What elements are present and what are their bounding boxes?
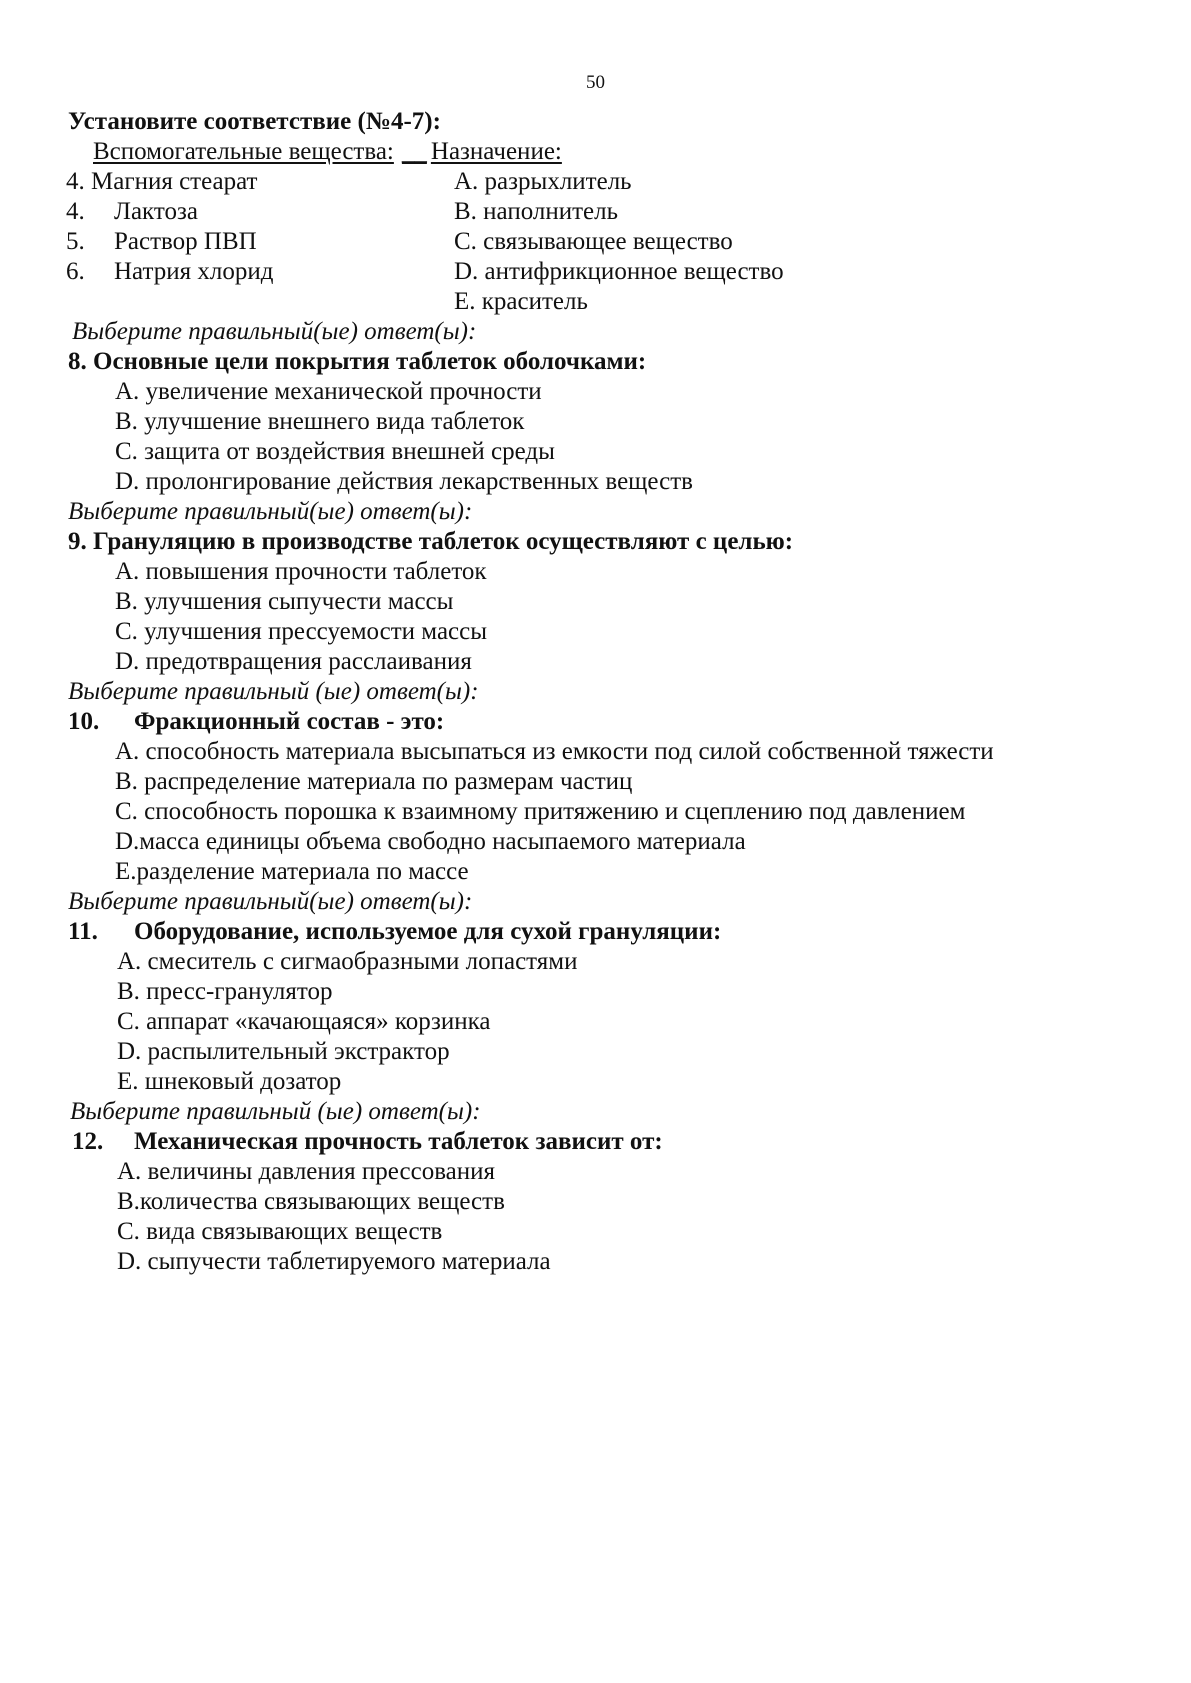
matching-right-item: B. наполнитель: [454, 198, 619, 225]
matching-right-item: E. краситель: [454, 288, 588, 315]
item-number: 5.: [66, 228, 85, 255]
question-text: Оборудование, используемое для сухой грануляции:: [134, 918, 722, 945]
answer-option: A. увеличение механической прочности: [115, 378, 542, 405]
answer-option: D. пролонгирование действия лекарственных веществ: [115, 468, 693, 495]
answer-option: C. защита от воздействия внешней среды: [115, 438, 555, 465]
answer-option: A. повышения прочности таблеток: [115, 558, 487, 585]
header-right: Назначение:: [430, 138, 562, 165]
item-number: 4.: [66, 198, 85, 225]
instruction-text: Выберите правильный(ые) ответ(ы):: [72, 318, 477, 345]
matching-right-item: C. связывающее вещество: [454, 228, 733, 255]
matching-right-item: D. антифрикционное вещество: [454, 258, 784, 285]
matching-right-item: A. разрыхлитель: [454, 168, 632, 195]
question-number: 9.: [68, 528, 87, 555]
answer-option: B. пресс-гранулятор: [117, 978, 333, 1005]
answer-option: C. улучшения прессуемости массы: [115, 618, 488, 645]
answer-option: C. способность порошка к взаимному притяжению и сцеплению под давлением: [115, 798, 966, 825]
header-gap: __: [401, 138, 427, 165]
matching-title: Установите соответствие (№4-7):: [68, 108, 441, 135]
question-title: [68, 527, 793, 557]
answer-option: A. величины давления прессования: [117, 1158, 496, 1185]
item-number: 6.: [66, 258, 85, 285]
answer-option: D.масса единицы объема свободно насыпаемого материала: [115, 828, 746, 855]
answer-option: E. шнековый дозатор: [117, 1068, 342, 1095]
matching-left-item-text: Лактоза: [114, 198, 198, 225]
question-text: Грануляцию в производстве таблеток осуществляют с целью:: [93, 528, 794, 555]
answer-option: E.разделение материала по массе: [115, 858, 469, 885]
question-text: Фракционный состав - это:: [134, 708, 445, 735]
answer-option: C. вида связывающих веществ: [117, 1218, 443, 1245]
answer-option: D. предотвращения расслаивания: [115, 648, 472, 675]
header-left: Вспомогательные вещества:: [93, 138, 394, 165]
question-number: 10.: [68, 708, 100, 735]
question-number: 11.: [68, 918, 98, 945]
question-text: Механическая прочность таблеток зависит от:: [134, 1128, 663, 1155]
answer-option: B.количества связывающих веществ: [117, 1188, 505, 1215]
question-number: 8.: [68, 348, 87, 375]
matching-header: [93, 137, 562, 167]
item-number: 4.: [66, 168, 85, 195]
answer-option: A. смеситель с сигмаобразными лопастями: [117, 948, 578, 975]
instruction-text: Выберите правильный(ые) ответ(ы):: [68, 498, 473, 525]
answer-option: C. аппарат «качающаяся» корзинка: [117, 1008, 491, 1035]
answer-option: D. распылительный экстрактор: [117, 1038, 450, 1065]
page-number: 50: [586, 72, 605, 93]
answer-option: B. распределение материала по размерам частиц: [115, 768, 633, 795]
question-text: Основные цели покрытия таблеток оболочками:: [93, 348, 647, 375]
answer-option: B. улучшение внешнего вида таблеток: [115, 408, 525, 435]
answer-option: B. улучшения сыпучести массы: [115, 588, 454, 615]
matching-left-item-text: Натрия хлорид: [114, 258, 274, 285]
answer-option: D. сыпучести таблетируемого материала: [117, 1248, 551, 1275]
matching-left-item-text: Раствор ПВП: [114, 228, 257, 255]
instruction-text: Выберите правильный(ые) ответ(ы):: [68, 888, 473, 915]
question-title: [68, 347, 646, 377]
instruction-text: Выберите правильный (ые) ответ(ы):: [68, 678, 479, 705]
matching-left-item: [66, 197, 85, 227]
question-number: 12.: [72, 1128, 104, 1155]
instruction-text: Выберите правильный (ые) ответ(ы):: [70, 1098, 481, 1125]
item-text: Магния стеарат: [91, 168, 258, 195]
matching-left-item: [66, 167, 257, 197]
answer-option: A. способность материала высыпаться из емкости под силой собственной тяжести: [115, 738, 994, 765]
